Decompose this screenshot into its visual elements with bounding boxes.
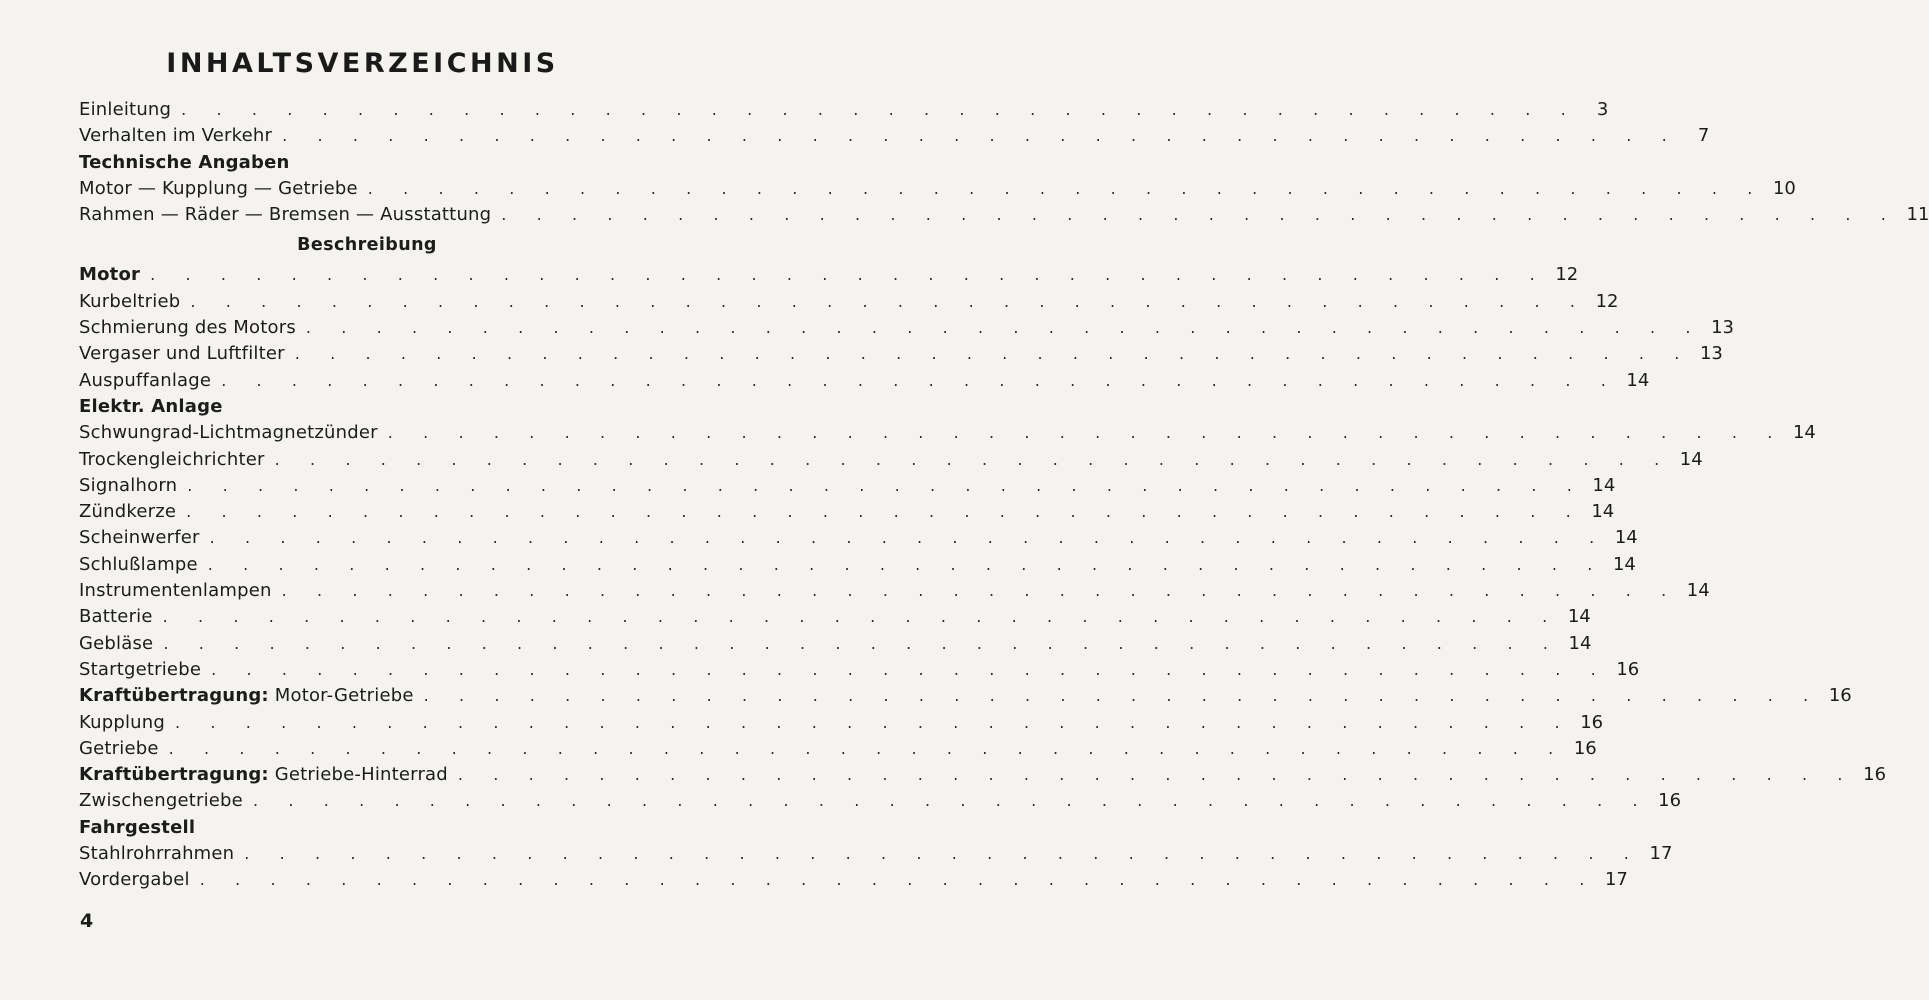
toc-entry-label: Motor — Kupplung — Getriebe [79,177,358,199]
toc-entry-label: Schwungrad-Lichtmagnetzünder [79,422,378,444]
dot-leader: . . . . . . . . . . . . . . . . . . . . . . . . . . . . . . . . . . . . . . . . [211,659,1609,679]
toc-entry-label: Auspuffanlage [79,369,212,391]
toc-page-number: 16 [1658,790,1682,812]
toc-entry-subtitle: Motor-Getriebe [274,685,414,707]
toc-entry [79,683,1852,709]
dot-leader: . . . . . . . . . . . . . . . . . . . . . . . . . . . . . . . . . . . . . . . . [387,423,1785,443]
dot-leader: . . . . . . . . . . . . . . . . . . . . . . . . . . . . . . . . . . . . . . . . [252,791,1651,811]
dot-leader: . . . . . . . . . . . . . . . . . . . . . . . . . . . . . . . . . . . . . . . . [162,607,1560,627]
toc-page-number: 11 [1906,204,1929,226]
toc-page-number: 14 [1591,501,1615,523]
toc-page-number: 14 [1567,606,1591,628]
dot-leader: . . . . . . . . . . . . . . . . . . . . . . . . . . . . . . . . . . . . . . . . [294,344,1692,364]
toc-entry-label: Elektr. Anlage [79,395,223,417]
toc-entry-label: Verhalten im Verkehr [79,125,273,147]
toc-entry [79,736,1597,762]
dot-leader: . . . . . . . . . . . . . . . . . . . . . . . . . . . . . . . . . . . . . . . . [190,291,1588,311]
toc-heading [79,394,647,420]
toc-entry [79,867,1628,893]
toc-page-number: 10 [1772,177,1796,199]
toc-page-number: 13 [1699,343,1723,365]
toc-entry [79,447,1703,473]
toc-entry-label: Technische Angaben [79,151,290,173]
toc-page-number: 12 [1555,264,1579,286]
toc-page-number: 3 [1596,99,1609,120]
toc-entry [79,420,1816,446]
toc-page-number: 14 [1792,422,1816,444]
toc-entry-label: Rahmen — Räder — Bremsen — Ausstattung [79,204,492,226]
dot-leader: . . . . . . . . . . . . . . . . . . . . . . . . . . . . . . . . . . . . . . . . [457,765,1856,785]
toc-page-number: 16 [1616,658,1640,680]
toc-entry [79,499,1615,525]
dot-leader: . . . . . . . . . . . . . . . . . . . . . . . . . . . . . . . . . . . . . . . . [186,502,1584,522]
toc-entry [79,341,1723,367]
table-of-contents [79,97,1929,894]
toc-entry-bold-prefix: Kraftübertragung: [79,764,269,786]
toc-entry [79,289,1619,315]
dot-leader: . . . . . . . . . . . . . . . . . . . . . . . . . . . . . . . . . . . . . . . . [199,870,1597,890]
toc-entry-label: Motor [79,264,141,286]
toc-entry-label: Signalhorn [79,474,178,496]
toc-page-number: 7 [1697,125,1710,147]
toc-entry-label: Schmierung des Motors [79,317,296,339]
toc-entry [79,123,1710,149]
toc-entry-label: Einleitung [79,99,172,120]
toc-page-number: 13 [1711,317,1735,339]
toc-page-number: 14 [1614,527,1638,549]
dot-leader: . . . . . . . . . . . . . . . . . . . . . . . . . . . . . . . . . . . . . . . . [423,686,1821,706]
toc-heading [79,815,647,841]
dot-leader: . . . . . . . . . . . . . . . . . . . . . . . . . . . . . . . . . . . . . . . . [209,528,1607,548]
toc-entry [79,552,1636,578]
toc-page-number: 14 [1592,474,1616,496]
toc-page-number: 16 [1573,737,1597,759]
toc-entry [79,578,1710,604]
dot-leader: . . . . . . . . . . . . . . . . . . . . . . . . . . . . . . . . . . . . . . . . [281,581,1679,601]
toc-entry-label: Schlußlampe [79,553,198,575]
toc-entry [79,315,1735,341]
toc-entry-subtitle: Getriebe-Hinterrad [274,764,448,786]
toc-entry [79,97,1609,123]
dot-leader: . . . . . . . . . . . . . . . . . . . . . . . . . . . . . . . . . . . . . . . . [367,178,1765,198]
toc-entry-label: Scheinwerfer [79,527,200,549]
toc-entry-label [79,762,448,788]
toc-page-number: 14 [1626,369,1650,391]
toc-page-number: 12 [1595,290,1619,312]
page-number: 4 [80,910,94,932]
toc-entry [79,368,1650,394]
dot-leader: . . . . . . . . . . . . . . . . . . . . . . . . . . . . . . . . . . . . . . . . [274,449,1672,469]
toc-entry-bold-prefix: Kraftübertragung: [79,685,269,707]
toc-entry-label [79,683,414,709]
toc-page-number: 17 [1604,869,1628,891]
toc-entry-label: Startgetriebe [79,658,202,680]
dot-leader: . . . . . . . . . . . . . . . . . . . . . . . . . . . . . . . . . . . . . . . . [501,205,1899,225]
toc-entry [79,788,1682,814]
toc-entry [79,657,1640,683]
toc-page-number: 16 [1863,764,1887,786]
toc-entry [79,176,1796,202]
dot-leader: . . . . . . . . . . . . . . . . . . . . . . . . . . . . . . . . . . . . . . . . [181,100,1579,119]
toc-entry [79,262,1579,288]
toc-entry-label: Fahrgestell [79,816,196,838]
toc-page-number: 16 [1580,711,1604,733]
toc-entry-label: Vergaser und Luftfilter [79,343,285,365]
toc-entry-label: Stahlrohrrahmen [79,843,235,865]
dot-leader: . . . . . . . . . . . . . . . . . . . . . . . . . . . . . . . . . . . . . . . . [175,712,1573,732]
toc-entry [79,473,1616,499]
toc-entry-label: Gebläse [79,632,154,654]
toc-entry-label: Zwischengetriebe [79,790,243,812]
toc-entry-label: Batterie [79,606,153,628]
toc-entry [79,710,1604,736]
page-title: INHALTSVERZEICHNIS [166,48,559,79]
toc-page-number: 14 [1612,553,1636,575]
toc-entry-label: Instrumentenlampen [79,580,272,602]
dot-leader: . . . . . . . . . . . . . . . . . . . . . . . . . . . . . . . . . . . . . . . . [244,844,1642,864]
toc-entry [79,841,1673,867]
toc-entry [79,604,1591,630]
toc-entry-label: Kupplung [79,711,166,733]
toc-page-number: 14 [1686,580,1710,602]
toc-page-number: 17 [1649,843,1673,865]
dot-leader: . . . . . . . . . . . . . . . . . . . . . . . . . . . . . . . . . . . . . . . . [282,126,1680,146]
dot-leader: . . . . . . . . . . . . . . . . . . . . . . . . . . . . . . . . . . . . . . . . [207,554,1605,574]
dot-leader: . . . . . . . . . . . . . . . . . . . . . . . . . . . . . . . . . . . . . . . . [305,318,1704,338]
section-heading: Beschreibung [297,235,437,256]
dot-leader: . . . . . . . . . . . . . . . . . . . . . . . . . . . . . . . . . . . . . . . . [168,738,1566,758]
toc-entry [79,202,1929,228]
dot-leader: . . . . . . . . . . . . . . . . . . . . . . . . . . . . . . . . . . . . . . . . [221,370,1619,390]
dot-leader: . . . . . . . . . . . . . . . . . . . . . . . . . . . . . . . . . . . . . . . . [187,475,1585,495]
toc-heading [79,150,647,176]
toc-entry-label: Trockengleichrichter [79,448,265,470]
dot-leader: . . . . . . . . . . . . . . . . . . . . . . . . . . . . . . . . . . . . . . . . [150,265,1548,285]
toc-entry-label: Zündkerze [79,501,177,523]
dot-leader: . . . . . . . . . . . . . . . . . . . . . . . . . . . . . . . . . . . . . . . . [163,633,1561,653]
toc-entry-label: Getriebe [79,737,159,759]
toc-page-number: 14 [1679,448,1703,470]
toc-entry-label: Kurbeltrieb [79,290,181,312]
toc-entry [79,525,1638,551]
toc-entry-label: Vordergabel [79,869,190,891]
toc-entry [79,762,1887,788]
toc-entry [79,631,1592,657]
toc-page-number: 14 [1568,632,1592,654]
toc-page-number: 16 [1828,685,1852,707]
